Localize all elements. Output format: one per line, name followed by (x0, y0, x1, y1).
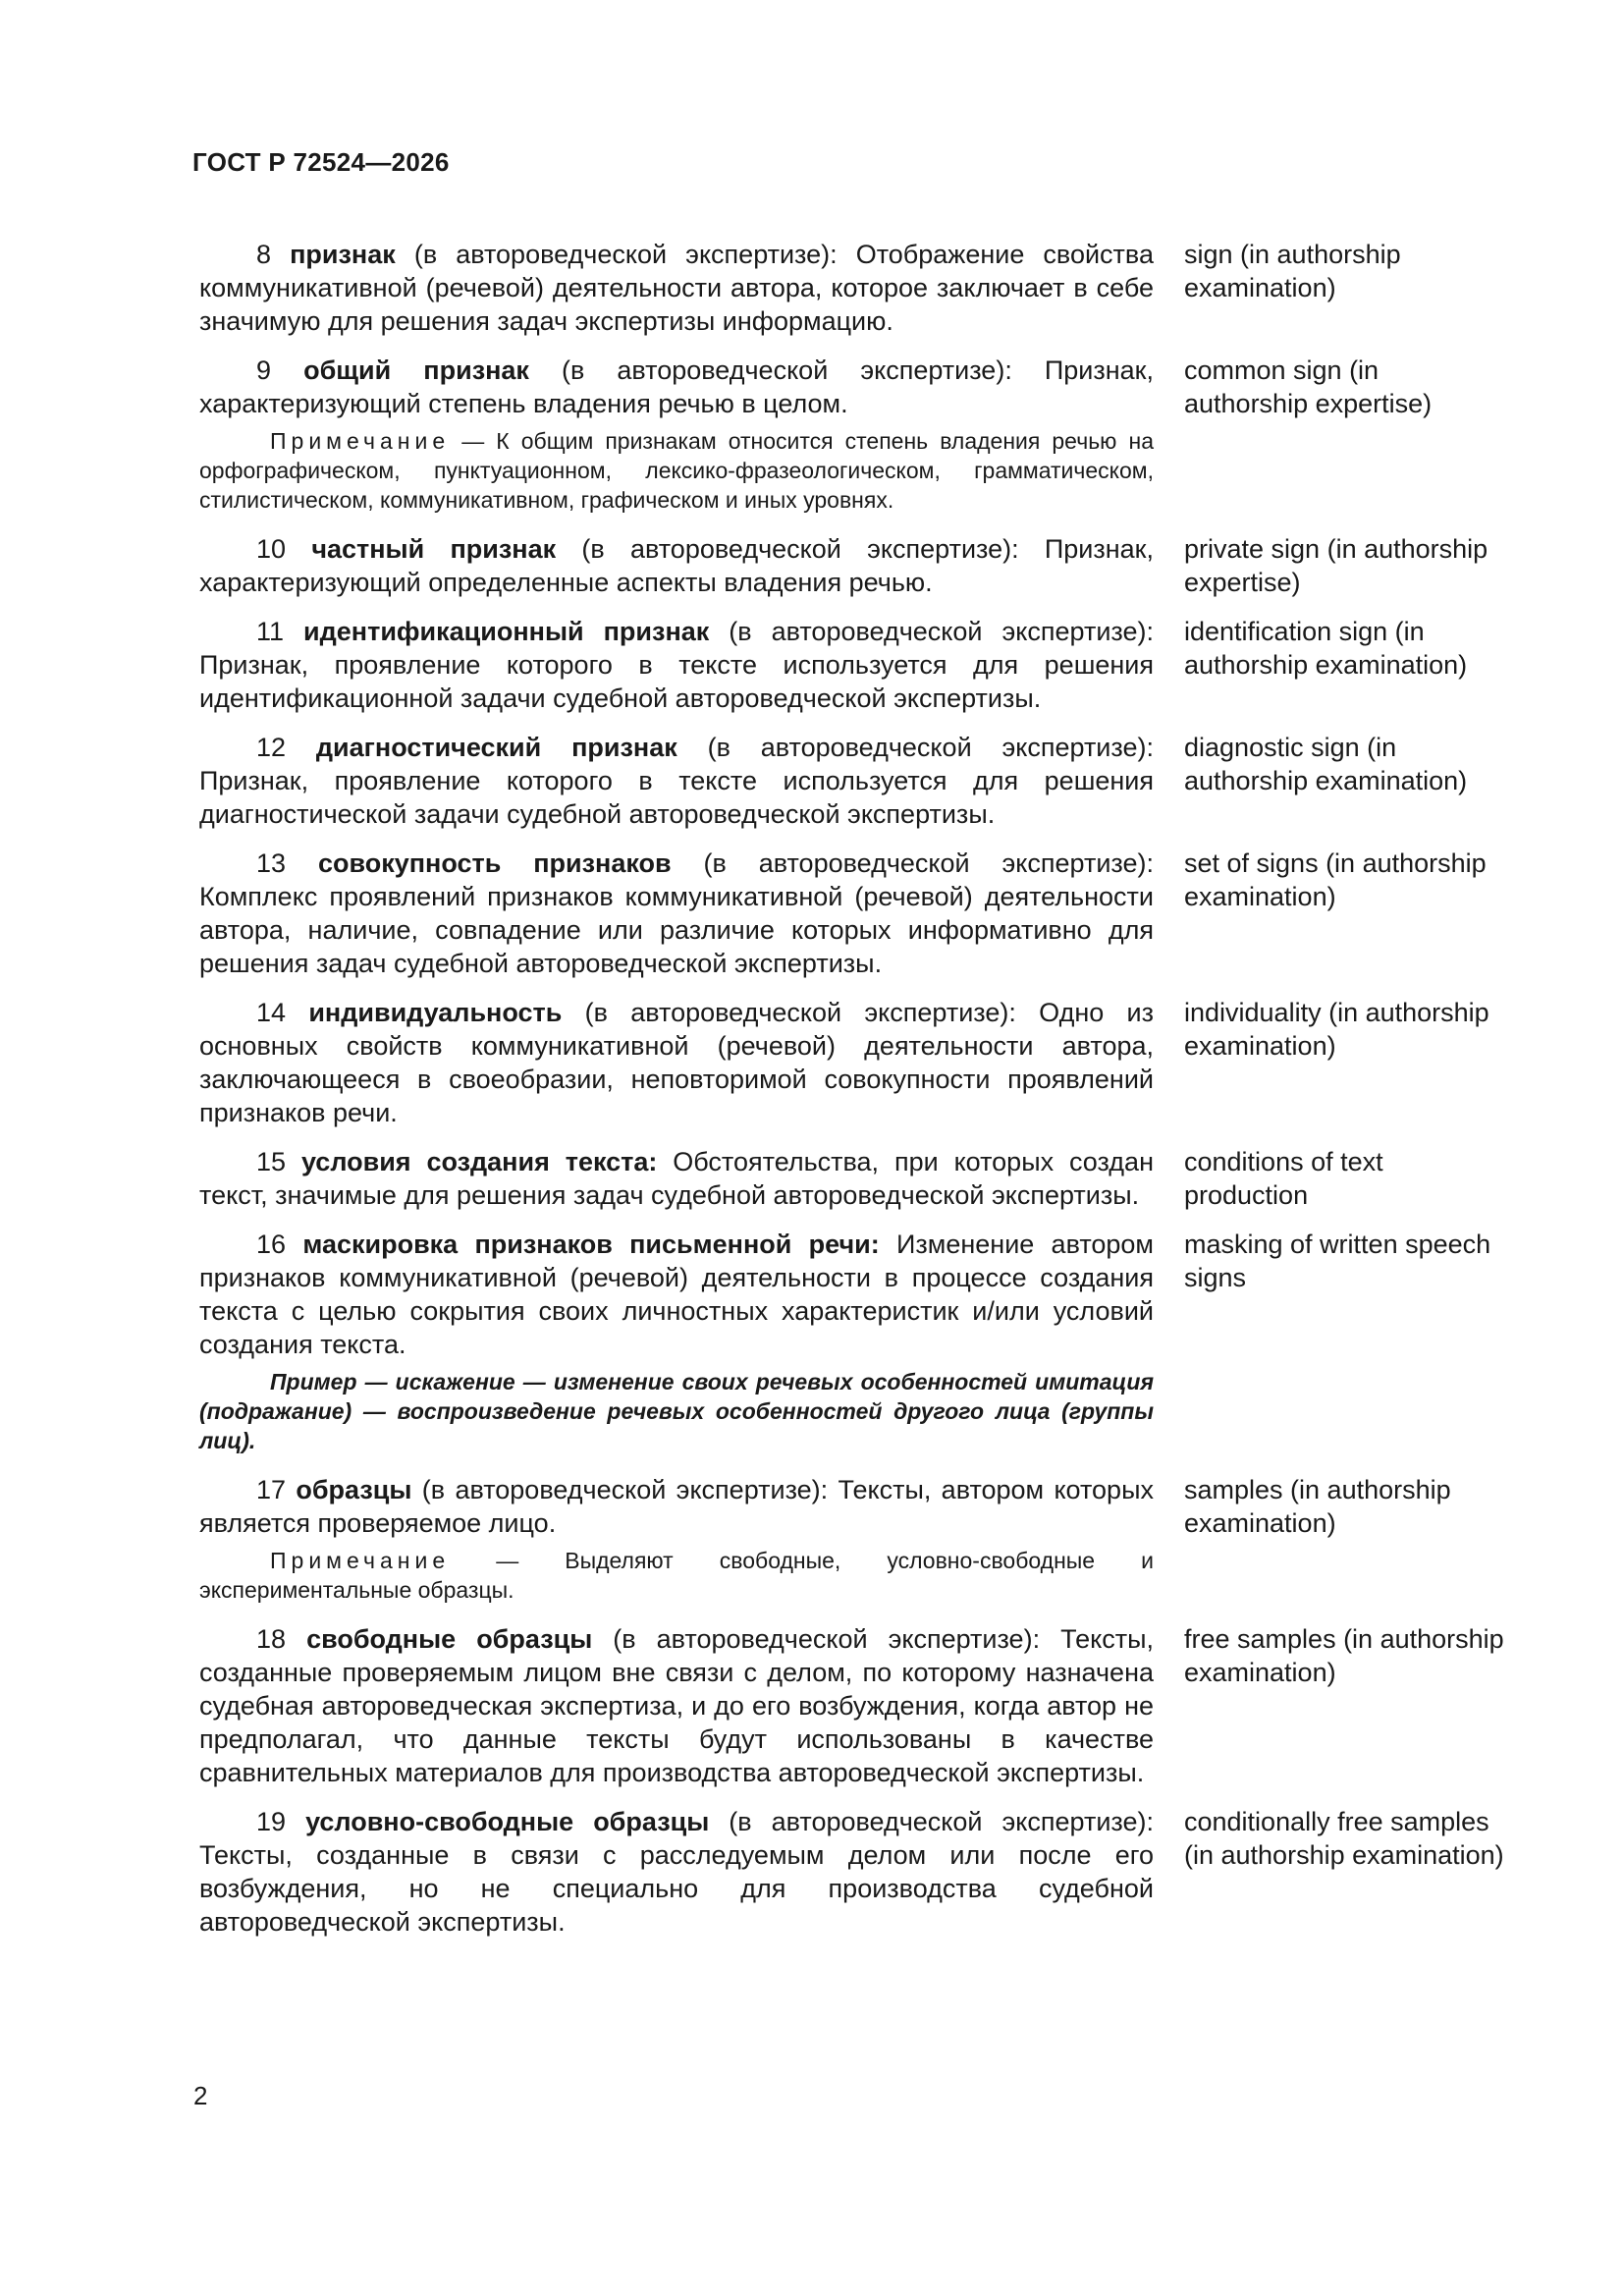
term-english: samples (in authorship examination) (1184, 1475, 1451, 1538)
term-entry (199, 847, 1515, 980)
term-text: (в автороведческой экспертизе): Признак, проявление которого в тексте используется для решения идентификационной задачи судебной автороведческой экспертизы. (199, 617, 1154, 713)
term-text: (в автороведческой экспертизе): Комплекс проявлений признаков коммуникативной (речевой) деятельности автора, наличие, совпадение или различие которых информативно для решения задач судебной автороведческой экспертизы. (199, 848, 1154, 978)
term-english: diagnostic sign (in authorship examination) (1184, 733, 1468, 795)
term-entry (199, 354, 1515, 420)
term-entry (199, 615, 1515, 715)
term-entry (199, 1228, 1515, 1361)
term-definition (199, 1473, 1154, 1540)
term-name: диагностический признак (315, 733, 677, 762)
term-name: индивидуальность (308, 998, 563, 1027)
term-english: identification sign (in authorship examination) (1184, 617, 1468, 680)
term-entry (199, 1622, 1515, 1789)
term-english: set of signs (in authorship examination) (1184, 848, 1487, 911)
term-definition (199, 354, 1154, 420)
term-number: 9 (256, 355, 272, 385)
term-name: общий признак (303, 355, 529, 385)
term-number: 15 (256, 1147, 287, 1176)
note-label: Примечание (270, 1548, 451, 1573)
term-entry (199, 1805, 1515, 1939)
term-definition (199, 238, 1154, 338)
term-definition (199, 1622, 1154, 1789)
term-number: 13 (256, 848, 287, 878)
term-text: (в автороведческой экспертизе): Отображение свойства коммуникативной (речевой) деятельности автора, которое заключает в себе значимую для решения задач экспертизы информацию. (199, 240, 1154, 336)
term-number: 16 (256, 1230, 287, 1259)
term-text: Обстоятельства, при которых создан текст, значимые для решения задач судебной автороведческой экспертизы. (199, 1147, 1154, 1210)
term-definition (199, 1228, 1154, 1361)
term-name: условно-свободные образцы (305, 1807, 710, 1836)
term-text: Изменение автором признаков коммуникативной (речевой) деятельности в процессе создания текста с целью сокрытия своих личностных характеристик и/или условий создания текста. (199, 1230, 1154, 1359)
term-definition (199, 996, 1154, 1129)
term-entry (199, 532, 1515, 599)
document-id-header: ГОСТ Р 72524—2026 (192, 147, 450, 177)
term-name: условия создания текста: (300, 1147, 658, 1176)
term-number: 18 (256, 1624, 287, 1654)
term-number: 14 (256, 998, 287, 1027)
term-definition (199, 847, 1154, 980)
term-number: 19 (256, 1807, 287, 1836)
term-entry (199, 1145, 1515, 1212)
term-definition (199, 615, 1154, 715)
term-number: 17 (256, 1475, 287, 1504)
term-number: 10 (256, 534, 287, 564)
term-english: free samples (in authorship examination) (1184, 1624, 1504, 1687)
note (199, 1546, 1154, 1605)
term-definition (199, 1805, 1154, 1939)
term-name: маскировка признаков письменной речи: (302, 1230, 880, 1259)
note-text: — К общим признакам относится степень владения речью на орфографическом, пунктуационном, лексико-фразеологическом, грамматическом, стилистическом, коммуникативном, графическом и иных уровнях. (199, 428, 1154, 513)
term-number: 12 (256, 733, 287, 762)
term-english: masking of written speech signs (1184, 1230, 1491, 1292)
term-name: идентификационный признак (303, 617, 710, 646)
term-number: 11 (256, 617, 285, 646)
term-name: частный признак (311, 534, 557, 564)
term-definition (199, 731, 1154, 831)
term-english: individuality (in authorship examination) (1184, 998, 1489, 1061)
term-text: (в автороведческой экспертизе): Тексты, созданные проверяемым лицом вне связи с делом, по которому назначена судебная автороведческая экспертиза, и до его возбуждения, когда автор не предполагал, что данные тексты будут использованы в качестве сравнительных материалов для производства автороведческой экспертизы. (199, 1624, 1154, 1787)
note-label: Примечание (270, 428, 451, 454)
term-name: совокупность признаков (317, 848, 672, 878)
term-english: private sign (in authorship expertise) (1184, 534, 1488, 597)
example-note: Пример — искажение — изменение своих речевых особенностей имитация (подражание) — воспроизведение речевых особенностей другого лица (группы лиц). (199, 1369, 1154, 1453)
term-text: (в автороведческой экспертизе): Признак, проявление которого в тексте используется для решения диагностической задачи судебной автороведческой экспертизы. (199, 733, 1154, 829)
term-english: conditionally free samples (in authorship examination) (1184, 1807, 1504, 1870)
term-text: (в автороведческой экспертизе): Тексты, автором которых является проверяемое лицо. (199, 1475, 1154, 1538)
term-definition (199, 1145, 1154, 1212)
term-name: свободные образцы (306, 1624, 593, 1654)
term-text: (в автороведческой экспертизе): Признак, характеризующий степень владения речью в целом. (199, 355, 1154, 418)
term-entry (199, 1473, 1515, 1540)
term-name: признак (290, 240, 396, 269)
note (199, 426, 1154, 515)
term-entry (199, 731, 1515, 831)
term-name: образцы (296, 1475, 412, 1504)
term-definition (199, 532, 1154, 599)
term-entry (199, 238, 1515, 338)
note-text: — Выделяют свободные, условно-свободные и экспериментальные образцы. (199, 1548, 1154, 1603)
term-english: sign (in authorship examination) (1184, 240, 1401, 302)
term-english: common sign (in authorship expertise) (1184, 355, 1433, 418)
term-entry (199, 996, 1515, 1129)
terms-list (199, 238, 1515, 1954)
term-english: conditions of text production (1184, 1147, 1383, 1210)
term-text: (в автороведческой экспертизе): Одно из основных свойств коммуникативной (речевой) деятельности автора, заключающееся в своеобразии, неповторимой совокупности проявлений признаков речи. (199, 998, 1154, 1127)
page-number: 2 (193, 2081, 208, 2110)
term-number: 8 (256, 240, 272, 269)
term-text: (в автороведческой экспертизе): Тексты, созданные в связи с расследуемым делом или после его возбуждения, но не специально для производства судебной автороведческой экспертизы. (199, 1807, 1154, 1937)
term-text: (в автороведческой экспертизе): Признак, характеризующий определенные аспекты владения речью. (199, 534, 1154, 597)
